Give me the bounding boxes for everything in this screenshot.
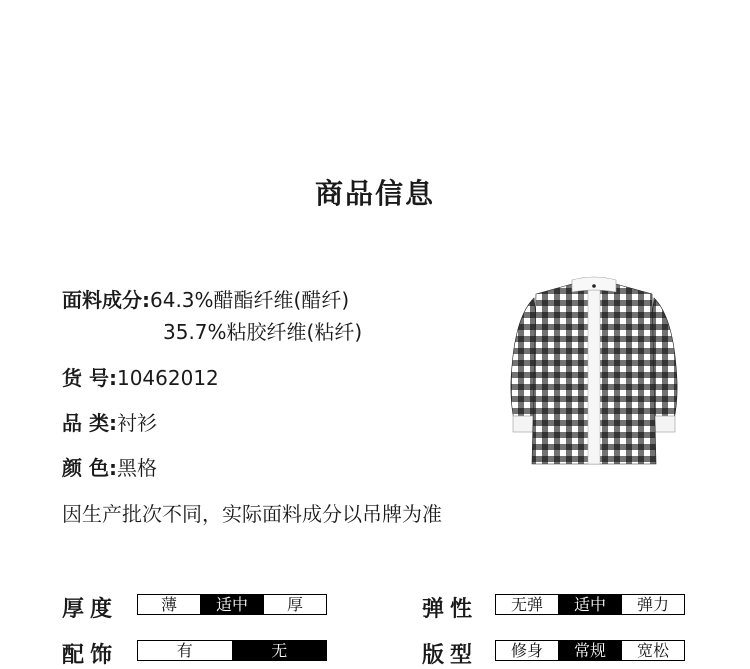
thickness-label: 厚度 xyxy=(62,597,119,622)
page-title: 商品信息 xyxy=(314,177,435,210)
fabric-line2: 35.7%粘胶纤维(粘纤) xyxy=(163,320,363,344)
thickness-option-thick: 厚 xyxy=(264,595,326,614)
fit-option-regular: 常规 xyxy=(559,641,622,660)
color-value: 黑格 xyxy=(116,456,157,480)
elasticity-option-stretch: 弹力 xyxy=(622,595,684,614)
composition-note: 因生产批次不同，实际面料成分以吊牌为准 xyxy=(62,502,442,526)
category-label: 品 类: xyxy=(62,411,117,435)
category-row xyxy=(62,409,157,437)
fabric-line1: 64.3%醋酯纤维(醋纤) xyxy=(150,288,350,312)
product-shirt-image xyxy=(506,276,682,468)
accessories-option-no: 无 xyxy=(233,641,327,660)
elasticity-label: 弹性 xyxy=(422,597,479,622)
color-row xyxy=(62,454,157,482)
accessories-label: 配饰 xyxy=(62,643,119,668)
fit-option-slim: 修身 xyxy=(496,641,559,660)
fit-option-loose: 宽松 xyxy=(622,641,684,660)
sku-value: 10462012 xyxy=(116,366,219,390)
fit-scale xyxy=(495,640,685,661)
elasticity-option-medium: 适中 xyxy=(559,595,622,614)
thickness-option-medium: 适中 xyxy=(201,595,264,614)
thickness-scale xyxy=(137,594,327,615)
accessories-scale xyxy=(137,640,327,661)
sku-label: 货 号: xyxy=(62,366,117,390)
thickness-option-thin: 薄 xyxy=(138,595,201,614)
sku-row xyxy=(62,364,219,392)
accessories-option-yes: 有 xyxy=(138,641,233,660)
fabric-row xyxy=(62,286,349,314)
fit-label: 版型 xyxy=(422,643,479,668)
elasticity-option-none: 无弹 xyxy=(496,595,559,614)
color-label: 颜 色: xyxy=(62,456,117,480)
category-value: 衬衫 xyxy=(116,411,157,435)
elasticity-scale xyxy=(495,594,685,615)
fabric-label: 面料成分: xyxy=(62,288,150,312)
